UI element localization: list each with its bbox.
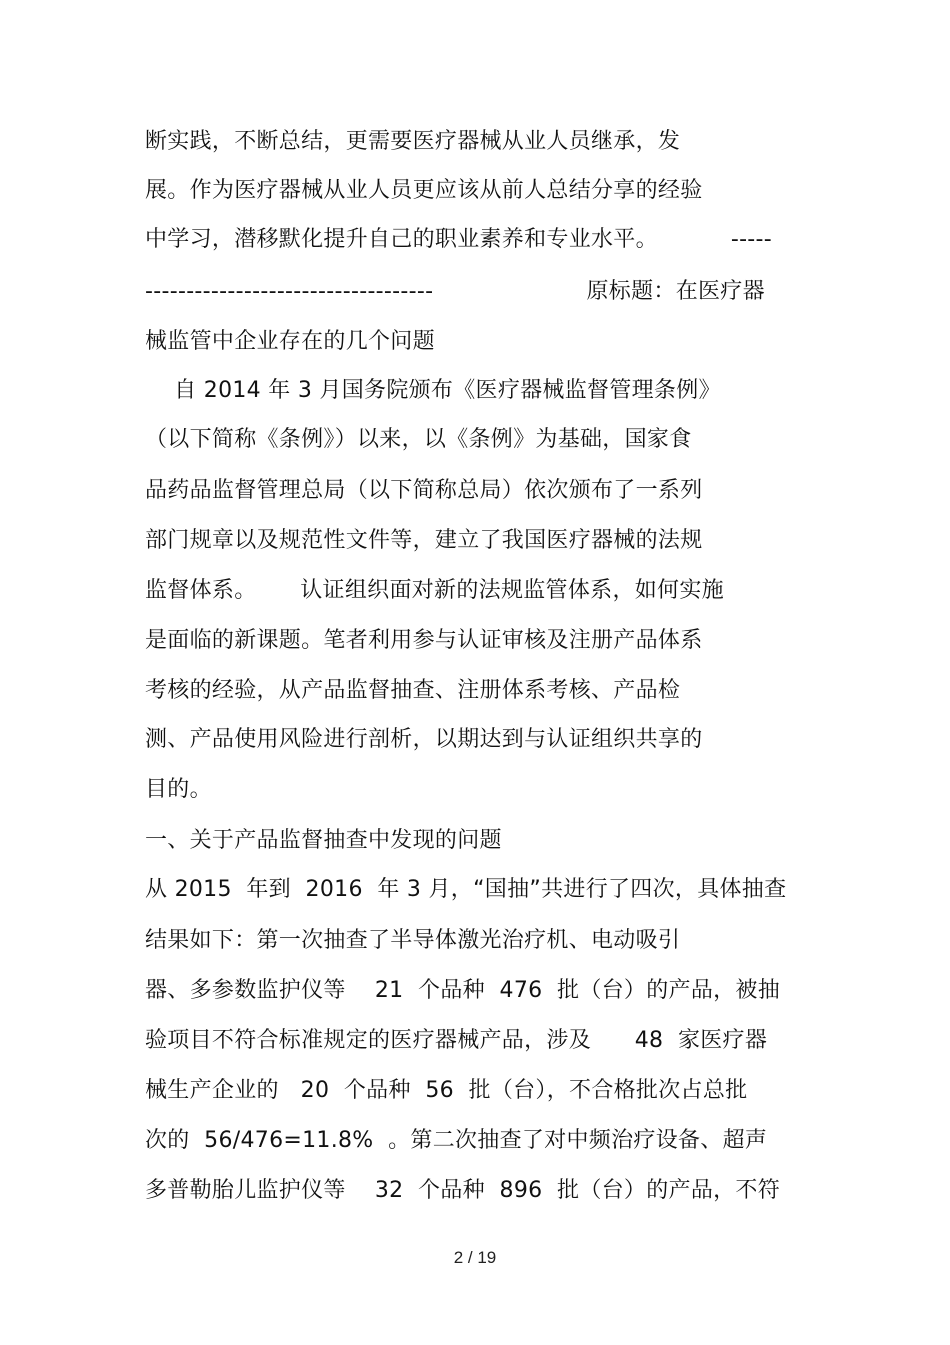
text-line: 中学习，潜移默化提升自己的职业素养和专业水平。 ----- xyxy=(145,227,773,252)
text-line: ----------------------------------- 原标题：在医疗器 xyxy=(145,279,765,304)
text-line: 从 2015 年到 2016 年 3 月，“国抽”共进行了四次，具体抽查 xyxy=(145,877,787,902)
text-line: （以下简称《条例》）以来，以《条例》为基础，国家食 xyxy=(145,427,692,452)
text-line: 次的 56/476=11.8% 。第二次抽查了对中频治疗设备、超声 xyxy=(145,1128,768,1153)
text-line: 监督体系。 认证组织面对新的法规监管体系，如何实施 xyxy=(145,578,724,603)
text-line: 械生产企业的 20 个品种 56 批（台），不合格批次占总批 xyxy=(145,1078,748,1103)
text-line: 械监管中企业存在的几个问题 xyxy=(145,329,435,354)
section-heading: 一、关于产品监督抽查中发现的问题 xyxy=(145,828,502,853)
text-line: 结果如下：第一次抽查了半导体激光治疗机、电动吸引 xyxy=(145,928,681,953)
text-line: 考核的经验，从产品监督抽查、注册体系考核、产品检 xyxy=(145,678,681,703)
page-number: 2 / 19 xyxy=(453,1248,497,1267)
text-line: 多普勒胎儿监护仪等 32 个品种 896 批（台）的产品，不符 xyxy=(145,1178,781,1203)
text-line: 品药品监督管理总局（以下简称总局）依次颁布了一系列 xyxy=(145,478,703,503)
text-line: 器、多参数监护仪等 21 个品种 476 批（台）的产品，被抽 xyxy=(145,978,781,1003)
text-line: 部门规章以及规范性文件等，建立了我国医疗器械的法规 xyxy=(145,528,703,553)
text-line: 测、产品使用风险进行剖析，以期达到与认证组织共享的 xyxy=(145,727,703,752)
text-line: 展。作为医疗器械从业人员更应该从前人总结分享的经验 xyxy=(145,178,703,203)
text-line: 目的。 xyxy=(145,777,212,802)
text-line: 是面临的新课题。笔者利用参与认证审核及注册产品体系 xyxy=(145,628,703,653)
text-line: 验项目不符合标准规定的医疗器械产品，涉及 48 家医疗器 xyxy=(145,1028,768,1053)
text-line: 自 2014 年 3 月国务院颁布《医疗器械监督管理条例》 xyxy=(145,378,721,403)
text-line: 断实践，不断总结，更需要医疗器械从业人员继承，发 xyxy=(145,129,681,154)
